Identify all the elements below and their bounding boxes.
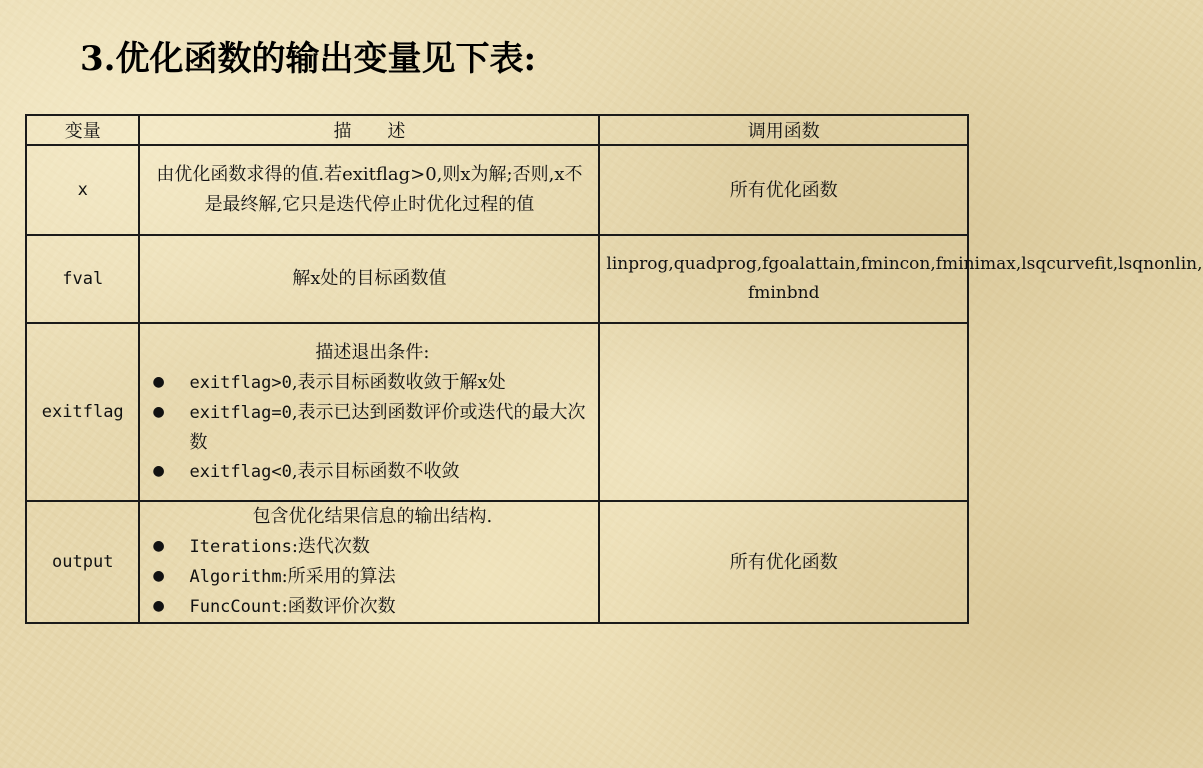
bullet-code: Algorithm bbox=[189, 567, 282, 587]
bullet-text: :迭代次数 bbox=[291, 536, 370, 557]
function-list: linprog,quadprog,fgoalattain,fmincon,fminimax,lsqcurvefit,lsqnonlin, fminbnd bbox=[606, 254, 1203, 303]
bullet-item bbox=[152, 562, 592, 592]
description-heading: 描述退出条件: bbox=[315, 341, 430, 363]
bullet-code: exitflag>0 bbox=[189, 372, 292, 393]
table-row-exitflag bbox=[26, 323, 968, 501]
table-row-fval bbox=[26, 235, 968, 323]
header-description: 描 述 bbox=[139, 115, 599, 145]
bullet-code: FuncCount bbox=[189, 597, 282, 617]
description-heading: 包含优化结果信息的输出结构. bbox=[252, 506, 493, 527]
variable-cell: fval bbox=[26, 235, 139, 323]
bullet-item bbox=[152, 368, 592, 398]
bullet-item bbox=[152, 457, 592, 487]
bullet-list bbox=[152, 532, 592, 622]
bullet-text: ,表示已达到函数评价或迭代的最大次数 bbox=[189, 401, 586, 453]
bullet-item bbox=[152, 398, 592, 457]
variable-cell: exitflag bbox=[26, 323, 139, 501]
bullet-text: ,表示目标函数收敛于解x处 bbox=[291, 371, 506, 393]
bullet-text: :所采用的算法 bbox=[281, 566, 396, 587]
description-cell bbox=[139, 235, 599, 323]
description-cell bbox=[139, 323, 599, 501]
bullet-item bbox=[152, 592, 592, 622]
bullet-dot-icon: ● bbox=[152, 403, 165, 420]
bullet-item bbox=[152, 532, 592, 562]
bullet-text: :函数评价次数 bbox=[281, 596, 396, 617]
header-variable: 变量 bbox=[26, 115, 139, 145]
bullet-dot-icon: ● bbox=[152, 568, 165, 584]
functions-cell bbox=[599, 235, 1203, 323]
bullet-code: exitflag<0 bbox=[189, 461, 292, 482]
functions-cell bbox=[599, 323, 968, 501]
table-row-output bbox=[26, 501, 968, 623]
variable-cell: x bbox=[26, 145, 139, 235]
variable-cell: output bbox=[26, 501, 139, 623]
description-text: 解x处的目标函数值 bbox=[292, 268, 447, 289]
bullet-dot-icon: ● bbox=[152, 462, 165, 479]
description-cell bbox=[139, 145, 599, 235]
table-header-row bbox=[26, 115, 968, 145]
output-variables-table bbox=[25, 114, 1203, 624]
description-text: 由优化函数求得的值.若exitflag>0,则x为解;否则,x不是最终解,它只是迭代停止时优化过程的值 bbox=[156, 164, 583, 215]
functions-cell: 所有优化函数 bbox=[599, 501, 968, 623]
bullet-list bbox=[152, 368, 592, 487]
bullet-dot-icon: ● bbox=[152, 538, 165, 554]
bullet-text: ,表示目标函数不收敛 bbox=[291, 460, 460, 482]
header-functions: 调用函数 bbox=[599, 115, 968, 145]
bullet-code: Iterations bbox=[189, 537, 292, 557]
functions-cell: 所有优化函数 bbox=[599, 145, 968, 235]
bullet-dot-icon: ● bbox=[152, 598, 165, 614]
bullet-code: exitflag=0 bbox=[189, 402, 292, 423]
page-title: 3.优化函数的输出变量见下表: bbox=[80, 39, 537, 79]
bullet-dot-icon: ● bbox=[152, 373, 165, 390]
table-row-x bbox=[26, 145, 968, 235]
description-cell bbox=[139, 501, 599, 623]
